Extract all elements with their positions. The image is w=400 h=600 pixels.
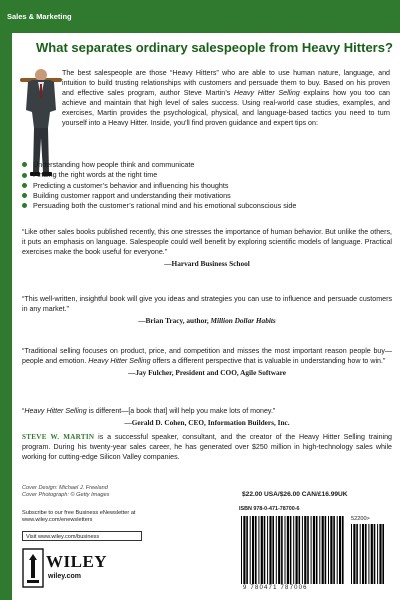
quote-attribution xyxy=(22,316,392,326)
bullet-icon xyxy=(22,162,27,167)
quote-text xyxy=(22,346,392,366)
barcode-bar xyxy=(302,516,303,584)
quote-text: “This well-written, insightful book will give you ideas and strategies you can use to influence and persuade customers in any market.” xyxy=(22,295,392,314)
barcode-bar xyxy=(241,516,242,584)
barcode-bar xyxy=(333,516,335,584)
cover-credits xyxy=(22,485,109,500)
barcode-bar xyxy=(258,516,259,584)
barcode-bar xyxy=(313,516,315,584)
newsletter-info xyxy=(22,510,182,525)
quote-text-2: is different—[a book that] will help you make lots of money.” xyxy=(86,407,276,415)
barcode-bar xyxy=(351,524,352,584)
cover-design-credit: Cover Design: Michael J. Freeland xyxy=(22,485,108,491)
tips-list xyxy=(22,160,392,211)
barcode-bar xyxy=(243,516,245,584)
list-item xyxy=(22,160,392,170)
attribution-title: Million Dollar Habits xyxy=(210,316,276,326)
barcode-bar xyxy=(325,516,327,584)
barcode-bar xyxy=(330,516,332,584)
barcode-bar xyxy=(252,516,254,584)
barcode-bar xyxy=(276,516,277,584)
barcode-bar xyxy=(360,524,361,584)
barcode-bar xyxy=(382,524,384,584)
list-item xyxy=(22,181,392,191)
intro-book-title: Heavy Hitter Selling xyxy=(233,89,300,98)
barcode-bar xyxy=(272,516,274,584)
barcode-bar xyxy=(311,516,312,584)
barcode-bar xyxy=(374,524,376,584)
author-name: STEVE W. MARTIN xyxy=(22,433,95,441)
barcode-bar xyxy=(250,516,251,584)
quote-open-mark: “ xyxy=(22,407,25,415)
author-bio xyxy=(22,432,392,462)
barcode-bar xyxy=(337,516,338,584)
barcode-bar xyxy=(328,516,329,584)
barcode-icon xyxy=(235,502,392,592)
quote-text-1: “Traditional selling focuses on product, price, and competition and misses the most important reason people buy—people and emotion. xyxy=(22,347,392,366)
list-item xyxy=(22,201,392,211)
side-stripe xyxy=(0,33,12,600)
quote-text: “Like other sales books published recently, this one stresses the importance of human behavior. But unlike the others, it puts an emphasis on language. Salespeople could well benefit by exploring scientific models of language. Practical exercises make the book useful for everyone.” xyxy=(22,228,392,257)
barcode-bar xyxy=(264,516,266,584)
bullet-icon xyxy=(22,183,27,188)
barcode-bar xyxy=(371,524,373,584)
intro-paragraph xyxy=(62,68,390,129)
barcode-bar xyxy=(246,516,248,584)
barcode-bar xyxy=(356,524,358,584)
barcode-bar xyxy=(299,516,301,584)
list-item-text: Building customer rapport and understanding their motivations xyxy=(33,190,231,200)
logo-wordmark: WILEY xyxy=(46,552,108,571)
list-item xyxy=(22,191,392,201)
bullet-icon xyxy=(22,193,27,198)
quote-book-title: Heavy Hitter Selling xyxy=(24,407,87,415)
barcode-bar xyxy=(290,516,292,584)
list-item-text: Understanding how people think and communicate xyxy=(33,160,195,169)
barcode-bar xyxy=(377,524,378,584)
barcode-bar xyxy=(255,516,257,584)
barcode-bar xyxy=(261,516,263,584)
newsletter-line: Subscribe to our free Business eNewsletter at xyxy=(22,510,136,516)
intro-text-2: explains how you too can achieve and maintain that high level of sales success. Using real-world case studies, examples, and exercises, Martin provides the psychological, physical, and language-based tactics you need to turn yourself into a Heavy Hitter. Inside, you’ll find proven guidance and expert tips on: xyxy=(62,89,391,128)
barcode-bar xyxy=(267,516,268,584)
author-bio-text: is a successful speaker, consultant, and the creator of the Heavy Hitter Selling training program. During his twenty-year sales career, he has generated over $250 million in high-technology sales while working for cutting-edge Silicon Valley companies. xyxy=(22,433,392,462)
barcode-bar xyxy=(322,516,324,584)
category-label: Sales & Marketing xyxy=(7,12,72,21)
publisher-site: wiley.com xyxy=(48,573,81,580)
quote-tracy xyxy=(22,294,392,326)
barcode-bar xyxy=(278,516,280,584)
list-item-text: Finding the right words at the right time xyxy=(33,170,158,180)
barcode-bars xyxy=(241,516,345,584)
quote-text xyxy=(22,406,392,416)
isbn-digits: 9 780471 787006 xyxy=(243,585,308,591)
list-item-text: Persuading both the customer’s rational mind and his emotional subconscious side xyxy=(33,201,297,211)
newsletter-url: www.wiley.com/enewsletters xyxy=(22,517,93,524)
barcode-bar xyxy=(293,516,294,584)
quote-book-title: Heavy Hitter Selling xyxy=(88,357,151,366)
cover-photo-credit: Cover Photograph: © Getty Images xyxy=(22,492,110,499)
bullet-icon xyxy=(22,203,27,208)
list-item xyxy=(22,170,392,180)
barcode-bar xyxy=(296,516,298,584)
visit-box: Visit www.wiley.com/business xyxy=(22,531,142,541)
barcode-addon-bars xyxy=(351,524,385,584)
quote-attribution: —Jay Fulcher, President and COO, Agile Software xyxy=(128,368,286,378)
intro-text-1: The best salespeople are those “Heavy Hitters” who are able to use human nature, language, and intuition to build trusting relationships with customers and persuade them to buy. Based on his proven and effective sales program, author Steve Martin’s xyxy=(62,69,390,98)
wiley-logo-icon xyxy=(22,548,112,592)
price-label: $22.00 USA/$26.00 CAN/£16.99UK xyxy=(242,491,348,498)
barcode-bar xyxy=(285,516,286,584)
category-bar xyxy=(0,0,400,33)
barcode-bar xyxy=(365,524,367,584)
isbn-label: ISBN 978-0-471-78700-6 xyxy=(239,506,300,512)
barcode-bar xyxy=(342,516,344,584)
barcode-bar xyxy=(319,516,320,584)
quote-text-2: offers a different perspective that is valuable in understanding how to win.” xyxy=(150,357,386,366)
barcode-bar xyxy=(316,516,318,584)
price-code: 52200> xyxy=(351,516,370,522)
barcode-bar xyxy=(368,524,369,584)
barcode-bar xyxy=(379,524,381,584)
bullet-icon xyxy=(22,173,27,178)
quote-harvard xyxy=(22,227,392,269)
barcode-bar xyxy=(304,516,306,584)
quote-attribution: —Gerald D. Cohen, CEO, Information Builders, Inc. xyxy=(124,418,290,428)
wiley-emblem-icon xyxy=(22,548,44,588)
headline: What separates ordinary salespeople from Heavy Hitters? xyxy=(36,40,393,55)
barcode-bar xyxy=(281,516,283,584)
barcode-bar xyxy=(287,516,289,584)
quote-attribution: —Harvard Business School xyxy=(164,259,250,269)
barcode-bar xyxy=(362,524,364,584)
barcode-bar xyxy=(353,524,355,584)
barcode-bar xyxy=(269,516,271,584)
list-item-text: Predicting a customer’s behavior and influencing his thoughts xyxy=(33,180,229,190)
quote-fulcher xyxy=(22,346,392,378)
quote-cohen xyxy=(22,406,392,428)
barcode-bar xyxy=(339,516,341,584)
attribution-prefix: —Brian Tracy, author, xyxy=(138,316,211,326)
barcode-bar xyxy=(307,516,309,584)
